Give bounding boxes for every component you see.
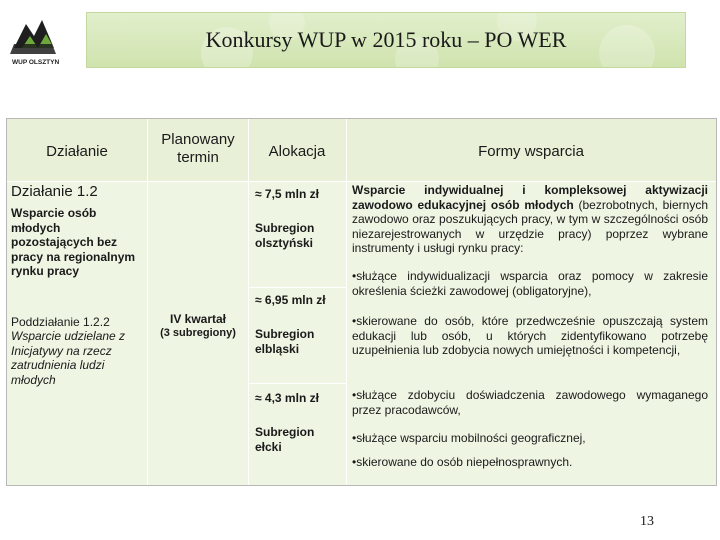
- alokacja-region: Subregion olsztyński: [255, 221, 315, 250]
- column-divider: [248, 119, 249, 485]
- poddzialanie-name: Poddziałanie 1.2.2: [11, 315, 110, 329]
- logo-icon: [10, 20, 56, 54]
- formy-intro-bold: Wsparcie indywidualnej i kompleksowej aktywizacji zawodowo edukacyjnej osób młodych: [352, 183, 708, 212]
- formy-bullet: •służące zdobyciu doświadczenia zawodowego wymaganego przez pracodawców,: [352, 388, 708, 417]
- termin-note: (3 subregiony): [160, 327, 236, 339]
- title-bar: [86, 12, 686, 68]
- header-dzialanie: Działanie: [46, 143, 108, 160]
- column-divider: [147, 119, 148, 485]
- page-number: 13: [640, 514, 654, 529]
- dzialanie-name: Działanie 1.2: [11, 183, 98, 200]
- alokacja-region: Subregion ełcki: [255, 425, 315, 454]
- row-divider: [248, 383, 346, 384]
- row-divider: [7, 181, 716, 182]
- formy-bullet: •służące indywidualizacji wsparcia oraz pomocy w zakresie określenia ścieżki zawodowej (obligatoryjne),: [352, 269, 708, 298]
- contest-table: [6, 118, 717, 486]
- termin-value: IV kwartał: [169, 312, 227, 326]
- logo-caption: WUP OLSZTYN: [12, 59, 60, 66]
- formy-intro-rest: (bezrobotnych, biernych zawodowo oraz poszukujących pracy, w tym w szczególności osób niezarejestrowanych w urzędzie pracy) poprzez wybrane instrumenty i usługi rynku pracy:: [352, 197, 708, 255]
- slide-header: [0, 0, 720, 72]
- header-termin: Planowany termin: [161, 131, 235, 166]
- formy-bullet: •skierowane do osób, które przedwcześnie opuszczają system edukacji lub osób, u których zidentyfikowano potrzebę uzupełnienia lub zdobycia nowych umiejętności i kompetencji,: [352, 314, 708, 357]
- formy-bullet: •skierowane do osób niepełnosprawnych.: [352, 455, 573, 469]
- wup-logo: [8, 14, 98, 66]
- header-alokacja: Alokacja: [268, 143, 326, 160]
- column-divider: [346, 119, 347, 485]
- dzialanie-desc: Wsparcie osób młodych pozostających bez pracy na regionalnym rynku pracy: [11, 206, 136, 278]
- alokacja-region: Subregion elbląski: [255, 327, 315, 356]
- page-title: Konkursy WUP w 2015 roku – PO WER: [205, 27, 567, 52]
- row-divider: [248, 287, 346, 288]
- poddzialanie-desc: Wsparcie udzielane z Inicjatywy na rzecz zatrudnienia ludzi młodych: [11, 329, 126, 387]
- alokacja-amount: ≈ 6,95 mln zł: [255, 293, 326, 307]
- formy-bullet: •służące wsparciu mobilności geograficznej,: [352, 431, 586, 445]
- formy-intro: [352, 183, 708, 256]
- alokacja-amount: ≈ 7,5 mln zł: [255, 187, 319, 201]
- header-formy: Formy wsparcia: [478, 143, 584, 160]
- alokacja-amount: ≈ 4,3 mln zł: [255, 391, 319, 405]
